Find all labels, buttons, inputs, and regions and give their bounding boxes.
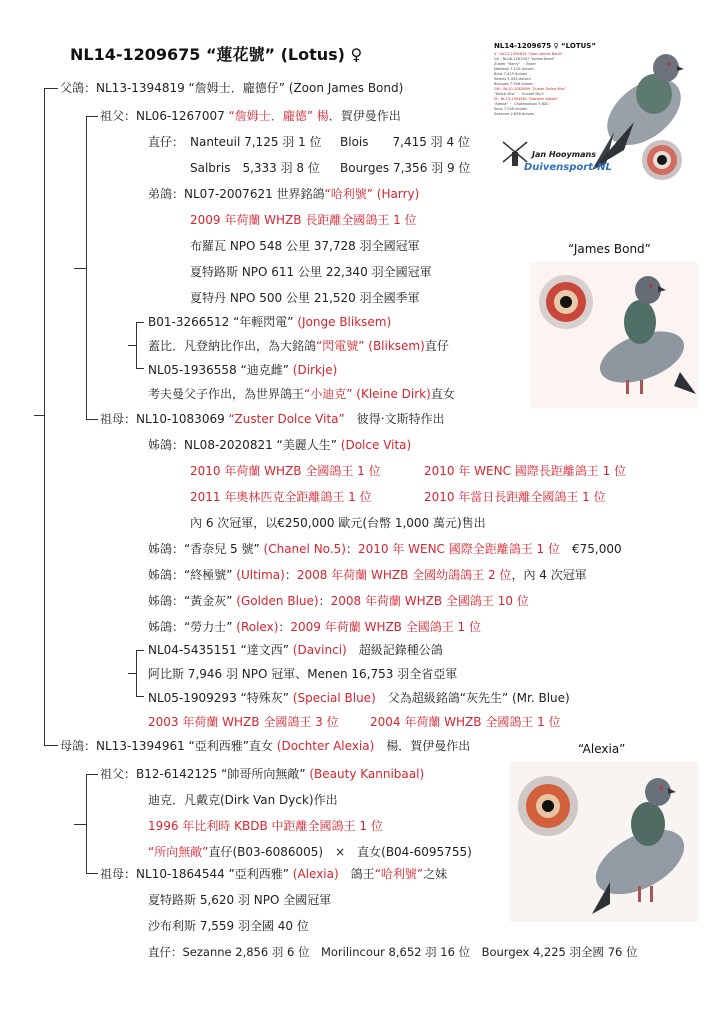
dam-ring: NL13-1394961 “亞利西雅”直女 [96, 739, 277, 753]
sister1-title-1: 2010 年荷蘭 WHZB 全國鴿王 1 位 [190, 464, 381, 478]
dam-granddam-desc: 鴿王 [338, 867, 375, 881]
sister5-sep: ： [278, 620, 291, 634]
dam-granddam-name: (Alexia) [292, 867, 339, 881]
gs-bracket-bottom [136, 368, 144, 369]
ggs1-line [148, 314, 391, 330]
lotus-card-line: V : NL13-1394819 “Zoon James Bond” [494, 52, 563, 56]
ggs1-desc-a: 蓋比．凡登納比作出，為大銘鴿 [148, 339, 317, 353]
sister2-sep: ： [345, 542, 358, 556]
alexia-pigeon-photo [585, 778, 694, 914]
sister2-title: 2010 年 WENC 國際全距離鴿王 1 位 [357, 542, 561, 556]
alexia-photo-card [510, 762, 698, 922]
sister3-nick: “終極號” [184, 568, 237, 582]
gd-bracket-bottom [136, 696, 144, 697]
dam-granddam-win-2: 沙布利斯 7,559 羽全國 40 位 [148, 919, 309, 933]
ggs1-ring: B01-3266512 “年輕閃電” [148, 315, 298, 329]
sister4-title: 2008 年荷蘭 WHZB 全國鴿王 10 位 [330, 594, 529, 608]
dam-granddam-line [100, 866, 447, 882]
sister2-label: 姊鴿： [148, 542, 185, 556]
sire-label: 父鴿： [60, 81, 97, 95]
sire-bracket-mid [74, 268, 86, 269]
dam-line [60, 738, 470, 754]
dam-granddam-sibling-rel: 之妹 [423, 867, 448, 881]
dam-granddam-label: 祖母： [100, 867, 137, 881]
james-bond-caption: “James Bond” [568, 242, 651, 256]
dam-granddam-sibling-name: “哈利號” [374, 867, 424, 881]
gd-bracket [136, 650, 145, 696]
sister3-label: 姊鴿： [148, 568, 185, 582]
granddam-ring: NL10-1083069 [136, 412, 229, 426]
lotus-card-line: Zuster “Harry” ・ Broer [494, 62, 537, 66]
lotus-card-line: Nanteuil 7.125 duiven [494, 67, 534, 71]
lotus-eye-photo [642, 140, 682, 180]
sister3-title: 2008 年荷蘭 WHZB 全國幼鴿鴿王 2 位 [296, 568, 512, 582]
lotus-card-line: Blois 7.415 duiven [494, 72, 528, 76]
alexia-eye-photo [518, 776, 578, 836]
ggd2-line [148, 690, 570, 706]
james-bond-eye-photo [539, 275, 593, 329]
brother-line [148, 186, 419, 202]
ggs1-desc-name: “閃電號” (Bliksem) [316, 339, 425, 353]
dam-bracket-top [86, 774, 98, 775]
james-bond-pigeon-photo [593, 276, 696, 394]
dam-granddam-offspring: 直仔：Sezanne 2,856 羽 6 位 Morilincour 8,652 羽 16 位 Bourgex 4,225 羽全國 76 位 [148, 945, 638, 959]
brand-site: Duivensport-NL [524, 162, 612, 173]
dam-grandsire-title: 1996 年比利時 KBDB 中距離全國鴿王 1 位 [148, 819, 383, 833]
grandsire-line [100, 108, 401, 124]
sister3-line [148, 567, 587, 583]
james-bond-photo-card [530, 262, 698, 408]
lotus-card-line: M : NL13-1394961 “Dochter Alexia” [494, 97, 559, 101]
root-bracket [44, 88, 55, 746]
dam-grandsire-parent-rings: 直仔(B03-6086005) × 直女(B04-6095755) [208, 845, 472, 859]
sister4-name: (Golden Blue) [236, 594, 319, 608]
dam-label: 母鴿： [60, 739, 97, 753]
dam-bracket [86, 774, 97, 874]
lotus-card-line: “Alexia” ・ Chateauroux 5.620 [494, 102, 549, 106]
result-bourges: Bourges 7,356 羽 9 位 [340, 161, 471, 175]
granddam-line [100, 411, 445, 427]
sire-bracket-bottom [86, 419, 98, 420]
ggd2-name: (Special Blue) [292, 691, 376, 705]
grandsire-name: “詹姆士．龐德” 楊 [228, 109, 329, 123]
lotus-card-line: GV : NL06-1267007 “James Bond” [494, 57, 556, 61]
sister1-line [148, 437, 411, 453]
grandsire-breeder: ．賀伊曼作出 [328, 109, 401, 123]
ggd1-name: (Dirkje) [292, 363, 338, 377]
granddam-name: “Zuster Dolce Vita” [228, 412, 345, 426]
granddam-breeder: 彼得‧文斯特作出 [344, 412, 445, 426]
result-blois: Blois 7,415 羽 4 位 [340, 135, 470, 149]
sister1-title-4: 2010 年當日長距離全國鴿王 1 位 [424, 490, 606, 504]
lotus-card-line: GM : NL10-1083069 “Zuster Dolce Vita” [494, 87, 566, 91]
sister4-label: 姊鴿： [148, 594, 185, 608]
dam-granddam-win-1: 夏特路斯 5,620 羽 NPO 全國冠軍 [148, 893, 332, 907]
ggd2-title-1: 2003 年荷蘭 WHZB 全國鴿王 3 位 [148, 715, 339, 729]
gs-bracket-mid [128, 345, 136, 346]
sister2-price: €75,000 [572, 542, 622, 556]
ggd1-desc [148, 386, 455, 402]
sister3-note: ，內 4 次冠軍 [511, 568, 587, 582]
dam-breeder: 楊．賀伊曼作出 [374, 739, 471, 753]
ggs1-desc-b: 直仔 [424, 339, 449, 353]
brother-win-1: 布羅瓦 NPO 548 公里 37,728 羽全國冠軍 [190, 239, 420, 253]
ggs1-desc [148, 338, 449, 354]
alexia-photo [510, 762, 698, 922]
lotus-card [494, 42, 686, 184]
brother-label: 弟鴿： [148, 187, 185, 201]
root-bracket-mid [34, 415, 44, 416]
ggs1-name: (Jonge Bliksem) [297, 315, 392, 329]
sister5-nick: “勞力士” [184, 620, 237, 634]
dam-bracket-mid [74, 824, 86, 825]
result-nanteuil: Nanteuil 7,125 羽 1 位 [190, 135, 322, 149]
sire-text: NL13-1394819 “詹姆士．龐德仔” (Zoon James Bond) [96, 81, 404, 95]
ggs2-desc: 超級記錄種公鴿 [346, 643, 443, 657]
ggd1-desc-b: 直女 [430, 387, 455, 401]
ggd1-line [148, 362, 337, 378]
brand-name: Jan Hooymans [532, 150, 596, 159]
sister3-name: (Ultima) [236, 568, 285, 582]
result-salbris: Salbris 5,333 羽 8 位 [190, 161, 320, 175]
sister2-nick: “香奈兒 5 號” [184, 542, 264, 556]
dam-name: (Dochter Alexia) [276, 739, 375, 753]
sister4-sep: ： [318, 594, 331, 608]
grandsire-results-label: 直仔： [148, 135, 185, 149]
grandsire-ring: NL06-1267007 [136, 109, 229, 123]
page-title: NL14-1209675 “蓮花號” (Lotus) ♀ [70, 45, 363, 64]
gd-bracket-mid [128, 673, 136, 674]
granddam-label: 祖母： [100, 412, 137, 426]
sire-bracket-top [86, 116, 98, 117]
sister2-line [148, 541, 622, 557]
lotus-card-line: Bourges 7.356 duiven [494, 82, 534, 86]
root-bracket-bottom [44, 745, 58, 746]
ggd1-desc-a: 考夫曼父子作出，為世界鴿王 [148, 387, 305, 401]
lotus-card-line: “Dolce Vita” ・ Chanel No.5 [494, 92, 544, 96]
gs-bracket [136, 322, 145, 368]
ggs2-ring: NL04-5435151 “達文西” [148, 643, 293, 657]
dam-granddam-ring: NL10-1864544 ”亞利西雅” [136, 867, 293, 881]
sister5-name: (Rolex) [236, 620, 279, 634]
ggd1-desc-name: “小迪克” (Kleine Dirk) [304, 387, 431, 401]
brother-title: 2009 年荷蘭 WHZB 長距離全國鴿王 1 位 [190, 213, 417, 227]
brother-name: “哈利號” (Harry) [324, 187, 420, 201]
dam-grandsire-line [100, 766, 424, 782]
sister5-label: 姊鴿： [148, 620, 185, 634]
gs-bracket-top [136, 322, 144, 323]
ggd1-ring: NL05-1936558 “迪克雌” [148, 363, 293, 377]
sister4-line [148, 593, 529, 609]
root-bracket-top [44, 88, 58, 89]
dam-grandsire-parent-name: “所向無敵” [148, 845, 209, 859]
sister1-label: 姊鴿： [148, 438, 185, 452]
dam-grandsire-name: (Beauty Kannibaal) [309, 767, 425, 781]
sister1-sale: 內 6 次冠軍，以€250,000 歐元(台幣 1,000 萬元)售出 [190, 516, 486, 530]
grandsire-label: 祖父： [100, 109, 137, 123]
alexia-caption: “Alexia” [578, 742, 626, 756]
james-bond-photo [530, 262, 698, 408]
dam-grandsire-parents [148, 844, 472, 860]
lotus-card-line: Sens 7.559 duiven [494, 107, 528, 111]
dam-grandsire-ring: B12-6142125 “帥哥所向無敵” [136, 767, 310, 781]
dam-bracket-bottom [86, 873, 98, 874]
sister2-name: (Chanel No.5) [263, 542, 346, 556]
sister1-title-3: 2011 年奧林匹克全距離鴿王 1 位 [190, 490, 372, 504]
lotus-card-id: NL14-1209675 ♀ “LOTUS” [494, 42, 596, 50]
sister4-nick: “黃金灰” [184, 594, 237, 608]
sire-line [60, 80, 403, 96]
ggs2-name: (Davinci) [292, 643, 347, 657]
dam-grandsire-breeder: 迪克．凡戴克(Dirk Van Dyck)作出 [148, 793, 338, 807]
brother-win-3: 夏特丹 NPO 500 公里 21,520 羽全國季軍 [190, 291, 420, 305]
sister1-name: (Dolce Vita) [340, 438, 412, 452]
dam-grandsire-label: 祖父： [100, 767, 137, 781]
ggd2-title-2: 2004 年荷蘭 WHZB 全國鴿王 1 位 [370, 715, 561, 729]
sister1-ring: NL08-2020821 “美麗人生” [184, 438, 341, 452]
sister1-title-2: 2010 年 WENC 國際長距離鴿王 1 位 [424, 464, 627, 478]
ggd2-desc: 父為超級銘鴿“灰先生” (Mr. Blue) [375, 691, 570, 705]
ggs2-line [148, 642, 443, 658]
sister5-title: 2009 年荷蘭 WHZB 全國鴿王 1 位 [290, 620, 481, 634]
lotus-card-line: Sezanne 2.856 duiven [494, 112, 535, 116]
gd-bracket-top [136, 650, 144, 651]
brother-win-2: 夏特路斯 NPO 611 公里 22,340 羽全國冠軍 [190, 265, 432, 279]
ggd2-ring: NL05-1909293 “特殊灰” [148, 691, 293, 705]
lotus-card-line: Salbris 5.333 duiven [494, 77, 531, 81]
sister5-line [148, 619, 481, 635]
sister3-sep: ： [284, 568, 297, 582]
brother-ring: NL07-2007621 世界銘鴿 [184, 187, 325, 201]
ggs2-results: 阿比斯 7,946 羽 NPO 冠軍、Menen 16,753 羽全省亞軍 [148, 667, 458, 681]
sire-bracket [86, 116, 97, 420]
